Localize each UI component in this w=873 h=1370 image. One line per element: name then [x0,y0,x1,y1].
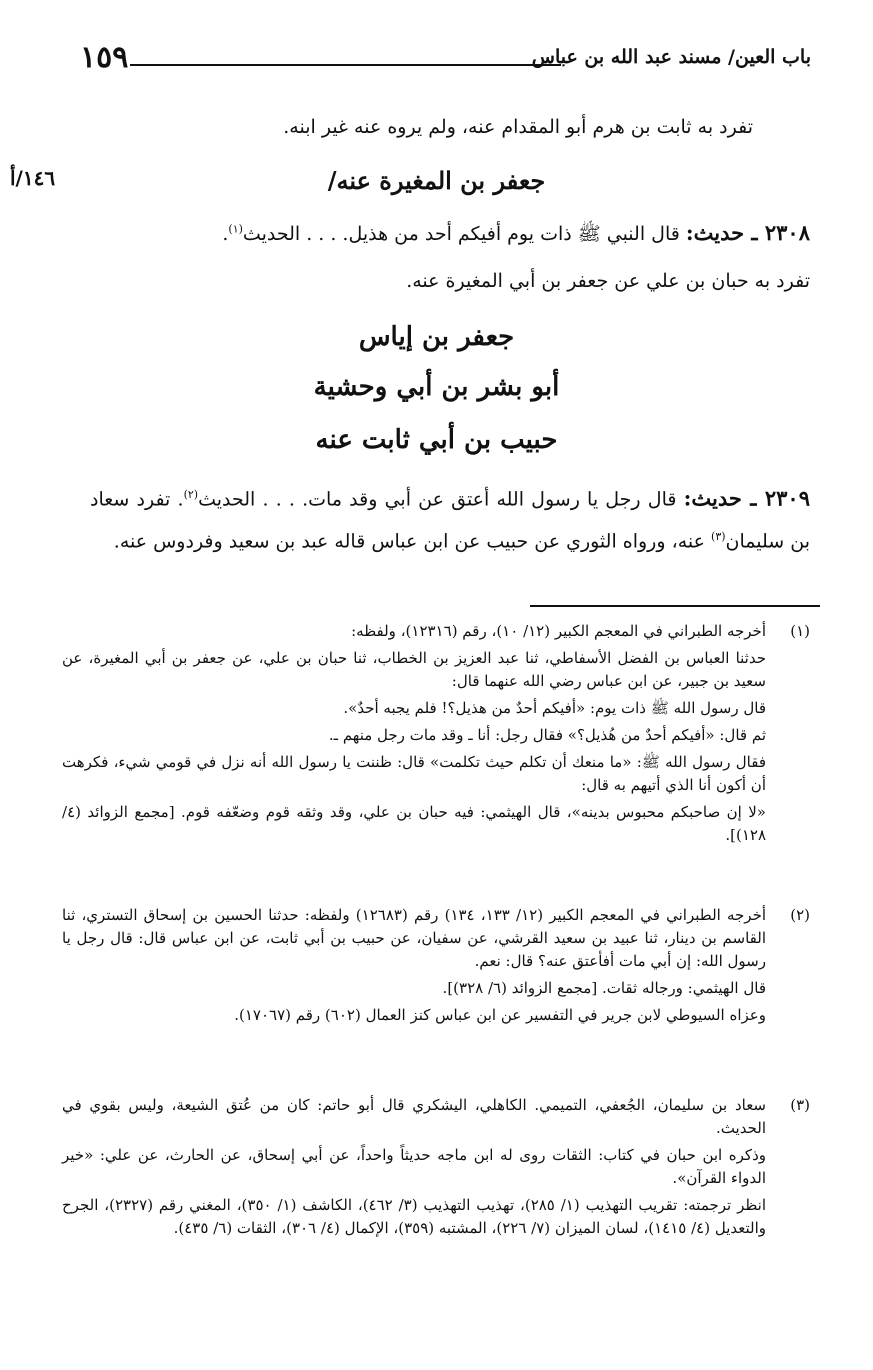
hadith-note-cont: عنه، ورواه الثوري عن حبيب عن ابن عباس قاله عبد بن سعيد وفردوس عنه. [113,530,712,553]
footnote-paragraph: قال الهيثمي: ورجاله ثقات. [مجمع الزوائد (٦/ ٣٢٨)]. [442,979,766,997]
section-heading-jaafar-mughira: جعفر بن المغيرة عنه/ [327,166,546,195]
section-heading-habib: حبيب بن أبي ثابت عنه [315,425,558,455]
hadith-number: ٢٣٠٨ ـ حديث: [685,220,810,245]
page-number: ١٥٩ [80,40,129,75]
section-heading-abu-bishr: أبو بشر بن أبي وحشية [313,372,560,402]
footnote-paragraph: حدثنا العباس بن الفضل الأسفاطي، ثنا عبد العزيز بن الخطاب، ثنا حبان بن علي، عن جعفر بن أبي المغيرة، عن سعيد بن جبير، عن ابن عباس رضي الله عنهما قال: [62,649,766,690]
footnote-number: (٣) [790,1096,810,1114]
footnote-paragraph: فقال رسول الله ﷺ: «ما منعك أن تكلم حيث تكلمت» قال: ظننت يا رسول الله أنه نزل في قومي شيء، فكرهت أن أكون أنا الذي أتيهم به قال: [62,753,766,794]
footnote-ref: (٣) [711,530,726,544]
footnote-paragraph: وعزاه السيوطي لابن جرير في التفسير عن ابن عباس كنز العمال (٦٠٢) رقم (١٧٠٦٧). [234,1006,766,1024]
footnote-paragraph: ثم قال: «أفيكم أحدٌ من هُذيل؟» فقال رجل: أنا ـ وقد مات رجل منهم ـ. [328,726,766,744]
footnote-paragraph: وذكره ابن حبان في كتاب: الثقات روى له ابن ماجه حديثاً واحداً، عن أبي إسحاق، عن الحارث، عن علي: «خير الدواء القرآن». [62,1146,766,1187]
footnote-paragraph: «لا إن صاحبكم محبوس بدينه»، قال الهيثمي: فيه حبان بن علي، وقد وثقه قوم وضعّفه قوم. [مجمع الزوائد (٤/ ١٢٨)]. [62,803,766,844]
footnote-paragraph: انظر ترجمته: تقريب التهذيب (١/ ٢٨٥)، تهذيب التهذيب (٣/ ٤٦٢)، الكاشف (١/ ٣٥٠)، المغني رقم (٢٣٢٧)، الجرح والتعديل (٤/ ١٤١٥)، لسان الميزان (٧/ ٢٢٦)، المشتبه (٣٥٩)، الإكمال (٤/ ٣٠٦)، الثقات (٦/ ٤٣٥). [62,1196,767,1237]
footnote-paragraph: أخرجه الطبراني في المعجم الكبير (١٢/ ١٠)، رقم (١٢٣١٦)، ولفظه: [351,622,766,640]
running-header [80,40,811,80]
footnote-paragraph: أخرجه الطبراني في المعجم الكبير (١٢/ ١٣٣، ١٣٤) رقم (١٢٦٨٣) ولفظه: حدثنا الحسين بن إسحاق التستري، ثنا القاسم بن دينار، ثنا عبيد بن سعيد القرشي، عن سفيان، عن حبيب بن أبي ثابت، عن ابن عباس قال: قال رجل يا رسول الله: إن أبي مات أفأعتق عنه؟ قال: نعم. [62,906,767,970]
footnote-paragraph: سعاد بن سليمان، الجُعفي، التميمي. الكاهلي، اليشكري قال أبو حاتم: كان من عُتق الشيعة، وليس بقوي في الحديث. [62,1096,766,1137]
hadith-2308 [222,220,810,250]
footnote-ref: (٢) [183,488,199,501]
footnote-3 [62,1094,810,1244]
footnote-1 [62,620,810,851]
footnote-ref: (١) [228,222,243,236]
footnote-number: (١) [790,622,810,640]
hadith-2309 [90,476,810,561]
hadith-text: قال رجل يا رسول الله أعتق عن أبي وقد مات. . . . الحديث [198,488,677,511]
hadith-text: قال النبي ﷺ ذات يوم أفيكم أحد من هذيل. . . . الحديث [242,223,680,245]
footnote-number: (٢) [790,906,810,924]
footnote-paragraph: قال رسول الله ﷺ ذات يوم: «أفيكم أحدٌ من هذيل؟! فلم يجبه أحدٌ». [343,699,766,717]
hadith-note: . تفرد سعاد بن سليمان [90,488,810,553]
hadith-number: ٢٣٠٩ ـ حديث: [683,485,810,511]
hadith-end: . [222,223,229,245]
section-heading-jaafar-iyas: جعفر بن إياس [358,322,515,352]
margin-reference: ١٤٦/أ [10,166,56,190]
footnote-2 [62,904,810,1031]
header-rule [130,64,561,66]
transmission-note-2: تفرد به حبان بن علي عن جعفر بن أبي المغيرة عنه. [406,270,810,292]
transmission-note-1: تفرد به ثابت بن هرم أبو المقدام عنه، ولم يروه عنه غير ابنه. [283,116,753,138]
header-title: باب العين/ مسند عبد الله بن عباس [531,46,811,68]
footnote-separator [530,605,820,607]
